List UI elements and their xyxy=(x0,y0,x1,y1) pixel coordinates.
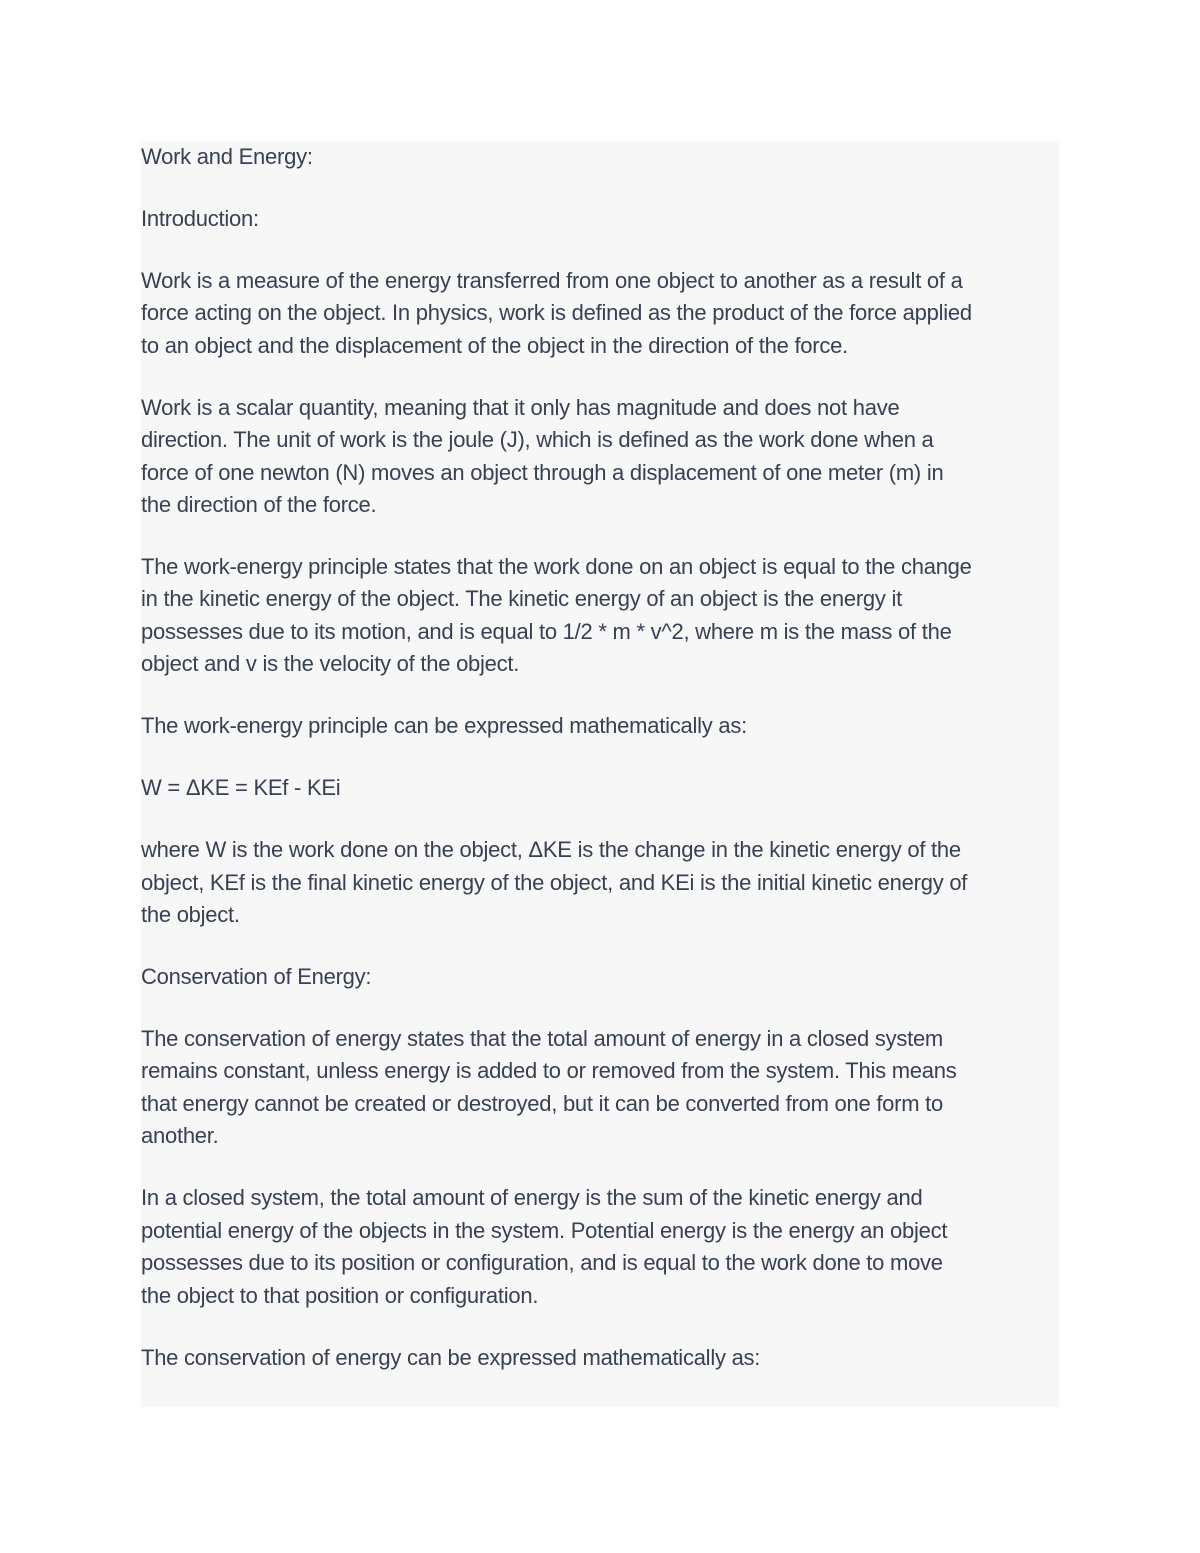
paragraph-scalar-quantity xyxy=(141,392,1059,522)
paragraph-line: to an object and the displacement of the object in the direction of the force. xyxy=(141,332,848,358)
paragraph-line: potential energy of the objects in the system. Potential energy is the energy an object xyxy=(141,1217,948,1243)
paragraph-conservation-definition xyxy=(141,1023,1059,1153)
paragraph-line: remains constant, unless energy is added to or removed from the system. This means xyxy=(141,1058,957,1084)
paragraph-line: where W is the work done on the object, ΔKE is the change in the kinetic energy of the xyxy=(141,837,961,863)
equation-work-energy: W = ΔKE = KEf - KEi xyxy=(141,775,341,801)
paragraph-line: The conservation of energy states that the total amount of energy in a closed system xyxy=(141,1026,944,1052)
paragraph-line: another. xyxy=(141,1123,219,1149)
paragraph-line: the object. xyxy=(141,902,240,928)
paragraph-closed-system xyxy=(141,1182,1059,1312)
paragraph-principle-expression: The work-energy principle can be expressed mathematically as: xyxy=(141,713,747,739)
paragraph-line: Work is a scalar quantity, meaning that it only has magnitude and does not have xyxy=(141,394,900,420)
paragraph-line: possesses due to its motion, and is equal to 1/2 * m * v^2, where m is the mass of the xyxy=(141,618,952,644)
conservation-heading: Conservation of Energy: xyxy=(141,964,372,990)
paragraph-line: Work is a measure of the energy transferred from one object to another as a result of a xyxy=(141,268,963,293)
paragraph-line: The work-energy principle states that the work done on an object is equal to the change xyxy=(141,554,972,580)
paragraph-equation-explanation xyxy=(141,834,1059,931)
paragraph-line: force of one newton (N) moves an object through a displacement of one meter (m) in xyxy=(141,459,944,485)
paragraph-line: in the kinetic energy of the object. The kinetic energy of an object is the energy it xyxy=(141,586,903,612)
text-content-block xyxy=(141,141,1059,1407)
paragraph-line: In a closed system, the total amount of energy is the sum of the kinetic energy and xyxy=(141,1185,923,1211)
paragraph-line: the direction of the force. xyxy=(141,492,377,518)
paragraph-work-definition xyxy=(141,265,1059,362)
introduction-heading: Introduction: xyxy=(141,206,259,231)
paragraph-line: possesses due to its position or configuration, and is equal to the work done to move xyxy=(141,1250,943,1276)
paragraph-line: object, KEf is the final kinetic energy of the object, and KEi is the initial kinetic energy of xyxy=(141,869,968,895)
paragraph-line: object and v is the velocity of the object. xyxy=(141,651,520,677)
paragraph-work-energy-principle xyxy=(141,551,1059,681)
paragraph-conservation-expression: The conservation of energy can be expressed mathematically as: xyxy=(141,1344,761,1370)
document-text xyxy=(141,141,1059,1374)
paragraph-line: force acting on the object. In physics, work is defined as the product of the force applied xyxy=(141,300,972,326)
paragraph-line: direction. The unit of work is the joule (J), which is defined as the work done when a xyxy=(141,427,934,453)
paragraph-line: the object to that position or configuration. xyxy=(141,1282,539,1308)
document-title: Work and Energy: xyxy=(141,144,313,169)
paragraph-line: that energy cannot be created or destroyed, but it can be converted from one form to xyxy=(141,1090,944,1116)
